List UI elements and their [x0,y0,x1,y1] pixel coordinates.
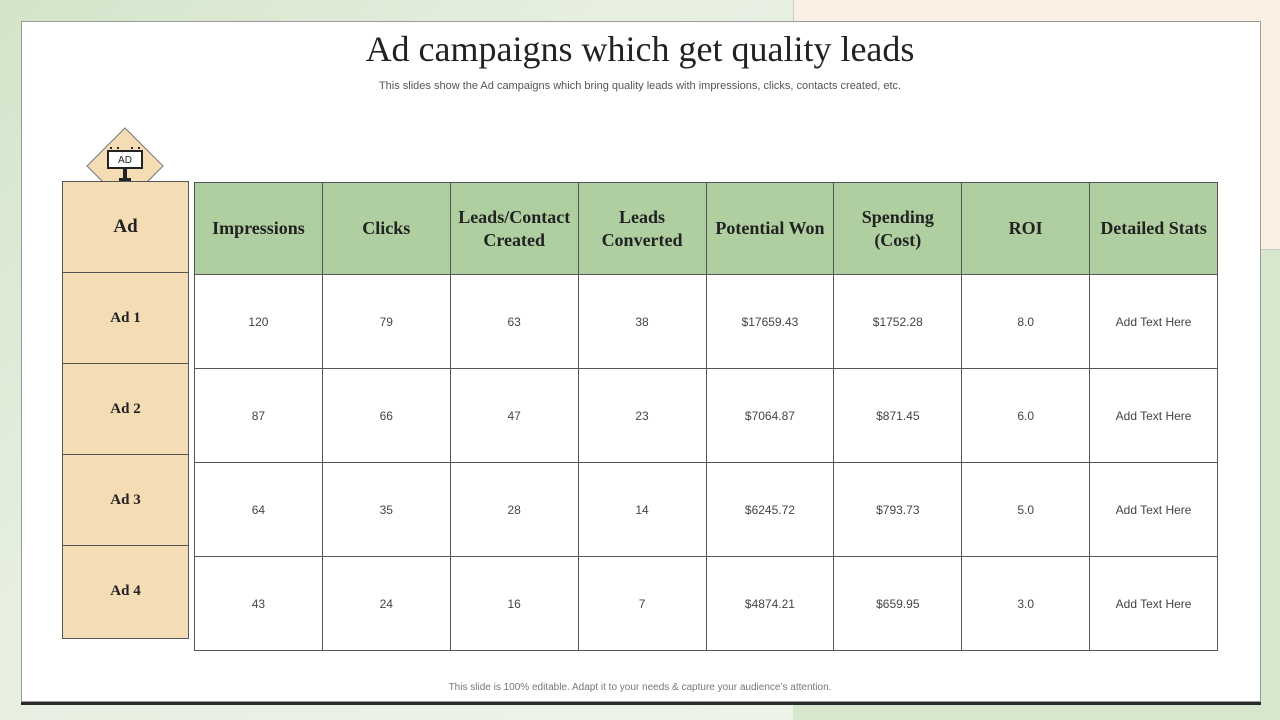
table-cell: 8.0 [962,275,1090,369]
table-cell: $6245.72 [706,463,834,557]
table-cell: 6.0 [962,369,1090,463]
table-cell: $871.45 [834,369,962,463]
table-row [195,463,1218,557]
column-header: Potential Won [706,183,834,275]
column-header: Impressions [195,183,323,275]
table-row [195,557,1218,651]
page-title: Ad campaigns which get quality leads [365,29,915,69]
table-cell: Add Text Here [1090,369,1218,463]
table-cell: 5.0 [962,463,1090,557]
table-cell: $4874.21 [706,557,834,651]
icon-label: AD [118,155,132,166]
ad-column-header: Ad [63,182,188,273]
table-cell: 23 [578,369,706,463]
column-header: Leads/Contact Created [450,183,578,275]
table-cell: 120 [195,275,323,369]
table-cell: $793.73 [834,463,962,557]
table-cell: 24 [322,557,450,651]
table-cell: 47 [450,369,578,463]
column-header: Leads Converted [578,183,706,275]
column-header: Detailed Stats [1090,183,1218,275]
table-cell: Add Text Here [1090,557,1218,651]
stats-table [194,182,1218,651]
ad-column [62,181,189,639]
page-subtitle: This slides show the Ad campaigns which bring quality leads with impressions, clicks, contacts created, etc. [378,80,902,92]
table-cell: 16 [450,557,578,651]
table-row [195,275,1218,369]
table-cell: 87 [195,369,323,463]
table-cell: 43 [195,557,323,651]
table-cell: 66 [322,369,450,463]
table-header-row [195,183,1218,275]
ad-row-label: Ad 2 [63,364,188,455]
table-cell: $17659.43 [706,275,834,369]
table-cell: 38 [578,275,706,369]
table-row [195,369,1218,463]
ad-row-label: Ad 3 [63,455,188,546]
table-cell: 7 [578,557,706,651]
table-cell: 28 [450,463,578,557]
table-cell: $7064.87 [706,369,834,463]
table-cell: 14 [578,463,706,557]
table-cell: 63 [450,275,578,369]
table-cell: Add Text Here [1090,463,1218,557]
table-cell: Add Text Here [1090,275,1218,369]
table-cell: $659.95 [834,557,962,651]
ad-row-label: Ad 4 [110,583,141,599]
table-cell: 64 [195,463,323,557]
footer-note: This slide is 100% editable. Adapt it to your needs & capture your audience’s attention. [448,682,832,693]
column-header: ROI [962,183,1090,275]
table-cell: 79 [322,275,450,369]
table-cell: $1752.28 [834,275,962,369]
column-header: Spending (Cost) [834,183,962,275]
ad-row-label: Ad 1 [63,273,188,364]
table-cell: 3.0 [962,557,1090,651]
table-cell: 35 [322,463,450,557]
column-header: Clicks [322,183,450,275]
